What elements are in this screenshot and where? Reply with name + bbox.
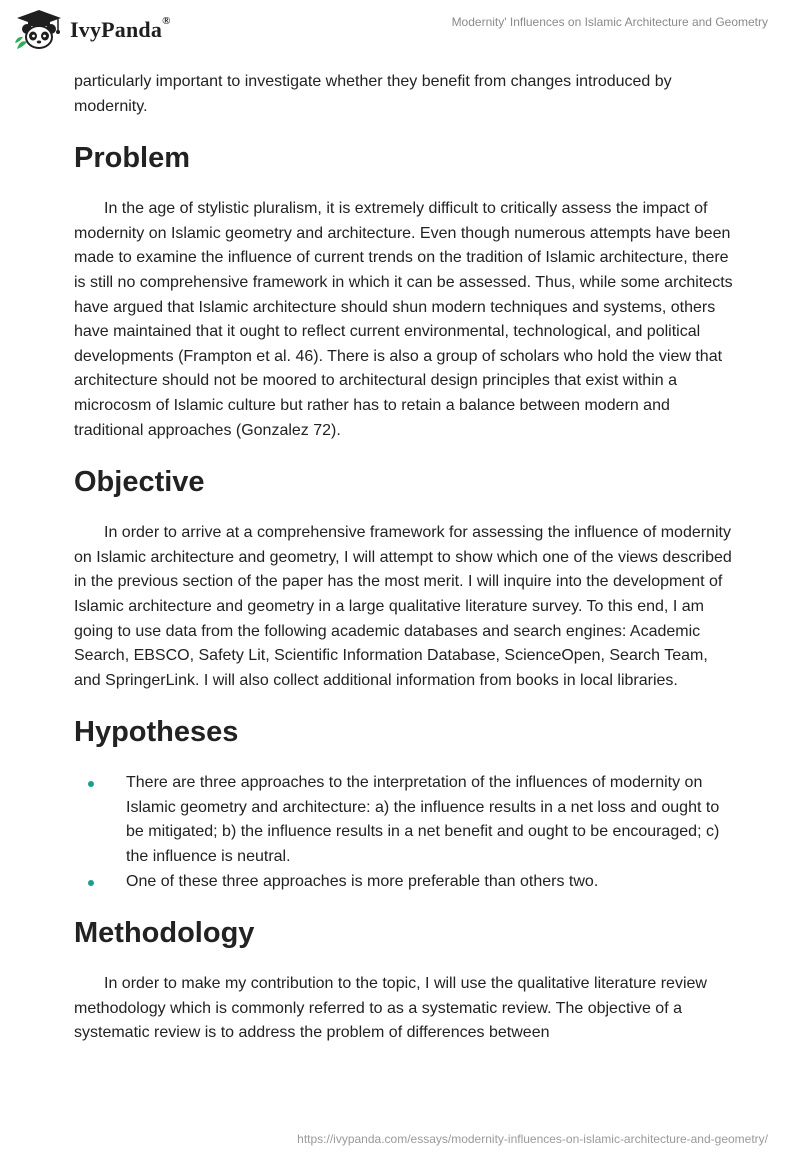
list-item-text: There are three approaches to the interpretation of the influences of modernity on Islamic geometry and architecture: a) the influence results in a net loss and ought to be mitigated; b) the influence results in a net benefit and ought to be encouraged; c) the influence is neutral.	[126, 774, 720, 866]
heading-problem: Problem	[74, 142, 191, 175]
methodology-paragraph: In order to make my contribution to the topic, I will use the qualitative literature review methodology which is commonly referred to as a systematic review. The objective of a systematic review is to address the problem of differences between	[74, 975, 707, 1042]
heading-hypotheses: Hypotheses	[74, 716, 239, 749]
list-item-text: One of these three approaches is more preferable than others two.	[126, 872, 599, 890]
list-item	[74, 771, 734, 869]
logo-wordmark: IvyPanda®	[70, 15, 171, 42]
document-title: Modernity' Influences on Islamic Architecture and Geometry	[451, 15, 768, 29]
hypotheses-list	[74, 771, 734, 894]
intro-paragraph-tail: particularly important to investigate whether they benefit from changes introduced by modernity.	[74, 73, 672, 115]
source-url-link[interactable]: https://ivypanda.com/essays/modernity-influences-on-islamic-architecture-and-geometry/	[297, 1132, 768, 1146]
essay-content	[74, 70, 734, 1046]
heading-methodology: Methodology	[74, 917, 255, 950]
ivypanda-logo[interactable]	[14, 9, 171, 51]
heading-objective: Objective	[74, 466, 205, 499]
list-item	[74, 870, 734, 895]
problem-paragraph: In the age of stylistic pluralism, it is extremely difficult to critically assess the impact of modernity on Islamic geometry and architecture. Even though numerous attempts have been made to examine the influence of current trends on the tradition of Islamic architecture, there is still no comprehensive framework in which it can be assessed. Thus, while some architects have argued that Islamic architecture should shun modern techniques and systems, others have maintained that it ought to reflect current environmental, technological, and political developments (Frampton et al. 46). There is also a group of scholars who hold the view that architecture should not be moored to architectural design principles that exist within a microcosm of Islamic culture but rather has to retain a balance between modern and traditional approaches (Gonzalez 72).	[74, 200, 733, 439]
objective-paragraph: In order to arrive at a comprehensive framework for assessing the influence of modernity on Islamic architecture and geometry, I will attempt to show which one of the views described in the previous section of the paper has the most merit. I will inquire into the development of Islamic architecture and geometry in a large qualitative literature survey. To this end, I am going to use data from the following academic databases and search engines: Academic Search, EBSCO, Safety Lit, Scientific Information Database, ScienceOpen, Search Team, and SpringerLink. I will also collect additional information from books in local libraries.	[74, 524, 732, 689]
page-header	[0, 0, 800, 60]
bullet-dot-icon	[88, 880, 94, 886]
bullet-dot-icon	[88, 781, 94, 787]
panda-graduate-icon	[14, 9, 64, 51]
